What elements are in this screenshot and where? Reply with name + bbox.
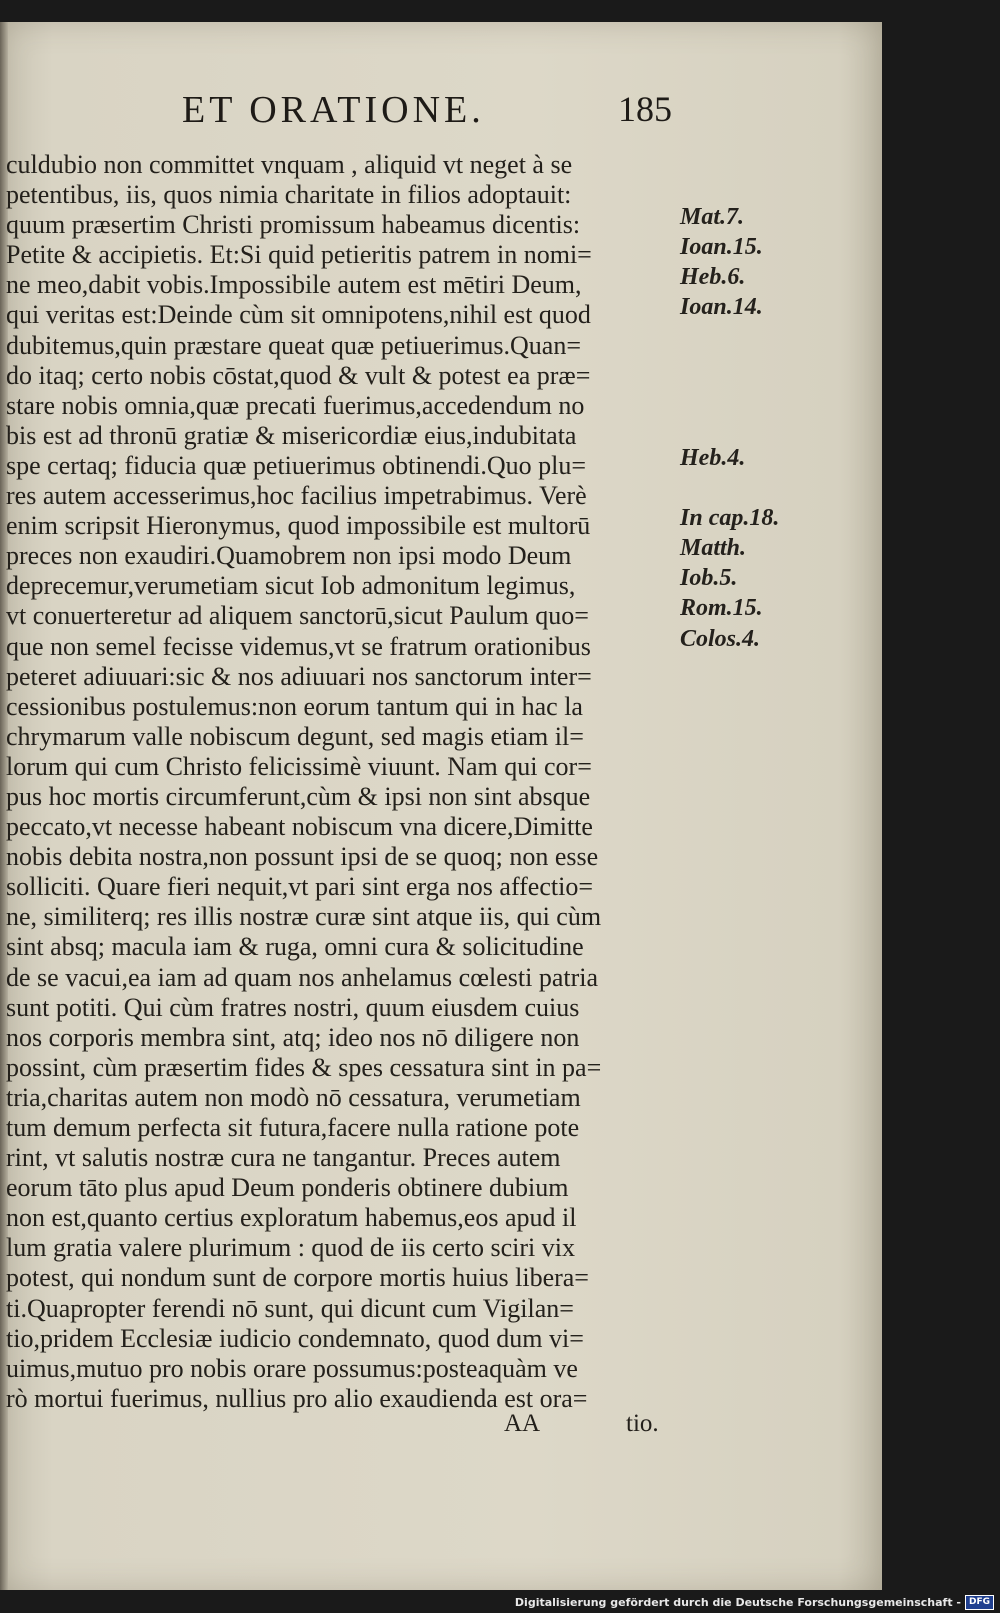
text-line: peteret adiuuari:sic & nos adiuuari nos sanctorum inter= <box>6 661 592 691</box>
footer-credit <box>515 1594 994 1610</box>
text-line: tio,pridem Ecclesiæ iudicio condemnato, quod dum vi= <box>6 1323 584 1353</box>
margin-note: Rom.15. <box>680 595 763 622</box>
text-line: deprecemur,verumetiam sicut Iob admonitum legimus, <box>6 571 576 601</box>
text-line: nos corporis membra sint, atq; ideo nos nō diligere non <box>6 1022 580 1052</box>
running-head <box>0 88 882 138</box>
text-line: lum gratia valere plurimum : quod de iis certo sciri vix <box>6 1233 575 1263</box>
text-line: ti.Quapropter ferendi nō sunt, qui dicunt cum Vigilan= <box>6 1293 574 1323</box>
text-line: tum demum perfecta sit futura,facere nulla ratione pote <box>6 1113 580 1142</box>
margin-note: Matth. <box>680 535 747 562</box>
text-line: stare nobis omnia,quæ precati fuerimus,accedendum no <box>6 390 585 420</box>
text-line: petentibus, iis, quos nimia charitate in filios adoptauit: <box>6 180 572 210</box>
text-line: ne, similiterq; res illis nostræ curæ sint atque iis, qui cùm <box>6 902 602 932</box>
book-page <box>0 22 882 1590</box>
text-line: peccato,vt necesse habeant nobiscum vna dicere,Dimitte <box>6 812 593 842</box>
text-line: chrymarum valle nobiscum degunt, sed magis etiam il= <box>6 721 584 751</box>
text-line: sunt potiti. Qui cùm fratres nostri, quum eiusdem cuius <box>6 992 580 1022</box>
text-line: tria,charitas autem non modò nō cessatura, verumetiam <box>6 1082 581 1112</box>
text-line: Petite & accipietis. Et:Si quid petieritis patrem in nomi= <box>6 240 592 270</box>
text-line: non est,quanto certius exploratum habemus,eos apud il <box>6 1203 577 1233</box>
margin-note: Iob.5. <box>680 565 738 592</box>
dfg-logo: DFG <box>965 1595 994 1610</box>
text-line: sint absq; macula iam & ruga, omni cura & solicitudine <box>6 932 584 962</box>
text-line: bis est ad thronū gratiæ & misericordiæ eius,indubitata <box>6 420 577 450</box>
text-line: possint, cùm præsertim fides & spes cessatura sint in pa= <box>6 1052 602 1082</box>
margin-note: Heb.6. <box>680 264 746 291</box>
text-line: lorum qui cum Christo felicissimè viuunt. Nam qui cor= <box>6 751 592 781</box>
text-line: culdubio non committet vnquam , aliquid vt neget à se <box>6 150 573 179</box>
running-head-title: ET ORATIONE. <box>182 89 485 131</box>
margin-note: Ioan.14. <box>680 294 763 321</box>
margin-note: Mat.7. <box>680 204 745 231</box>
catchword: tio. <box>626 1410 659 1437</box>
text-line: de se vacui,ea iam ad quam nos anhelamus cœlesti patria <box>6 962 599 992</box>
margin-note: In cap.18. <box>680 505 780 532</box>
text-line: qui veritas est:Deinde cùm sit omnipotens,nihil est quod <box>6 300 591 330</box>
text-line: spe certaq; fiducia quæ petiuerimus obtinendi.Quo plu= <box>6 450 587 480</box>
text-line: preces non exaudiri.Quamobrem non ipsi modo Deum <box>6 541 572 571</box>
text-line: cessionibus postulemus:non eorum tantum qui in hac la <box>6 691 583 721</box>
text-line: pus hoc mortis circumferunt,cùm & ipsi non sint absque <box>6 781 591 811</box>
margin-note: Ioan.15. <box>680 234 763 261</box>
text-line: enim scripsit Hieronymus, quod impossibile est multorū <box>6 511 591 541</box>
body-text <box>6 150 670 1414</box>
text-line: rint, vt salutis nostræ cura ne tangantur. Preces autem <box>6 1143 561 1173</box>
text-line: solliciti. Quare fieri nequit,vt pari sint erga nos affectio= <box>6 872 593 902</box>
text-line: ne meo,dabit vobis.Impossibile autem est mētiri Deum, <box>6 270 582 300</box>
text-line: potest, qui nondum sunt de corpore mortis huius libera= <box>6 1263 589 1293</box>
footer-text: Digitalisierung gefördert durch die Deutsche Forschungsgemeinschaft - <box>514 1595 961 1609</box>
text-line: do itaq; certo nobis cōstat,quod & vult & potest ea præ= <box>6 360 591 390</box>
text-line: eorum tāto plus apud Deum ponderis obtinere dubium <box>6 1173 569 1203</box>
page-number: 185 <box>618 89 672 129</box>
text-line: quum præsertim Christi promissum habeamus dicentis: <box>6 210 581 240</box>
text-line: rò mortui fuerimus, nullius pro alio exaudienda est ora= <box>6 1383 588 1413</box>
text-line: nobis debita nostra,non possunt ipsi de se quoq; non esse <box>6 842 599 872</box>
text-line: res autem accesserimus,hoc facilius impetrabimus. Verè <box>6 481 587 511</box>
text-line: uimus,mutuo pro nobis orare possumus:posteaquàm ve <box>6 1353 578 1383</box>
margin-note: Colos.4. <box>680 625 761 652</box>
signature-mark: AA <box>504 1410 541 1437</box>
text-line: que non semel fecisse videmus,vt se fratrum orationibus <box>6 631 591 661</box>
margin-note: Heb.4. <box>680 444 746 471</box>
text-line: vt conuerteretur ad aliquem sanctorū,sicut Paulum quo= <box>6 601 589 631</box>
text-line: dubitemus,quin præstare queat quæ petiuerimus.Quan= <box>6 330 582 360</box>
